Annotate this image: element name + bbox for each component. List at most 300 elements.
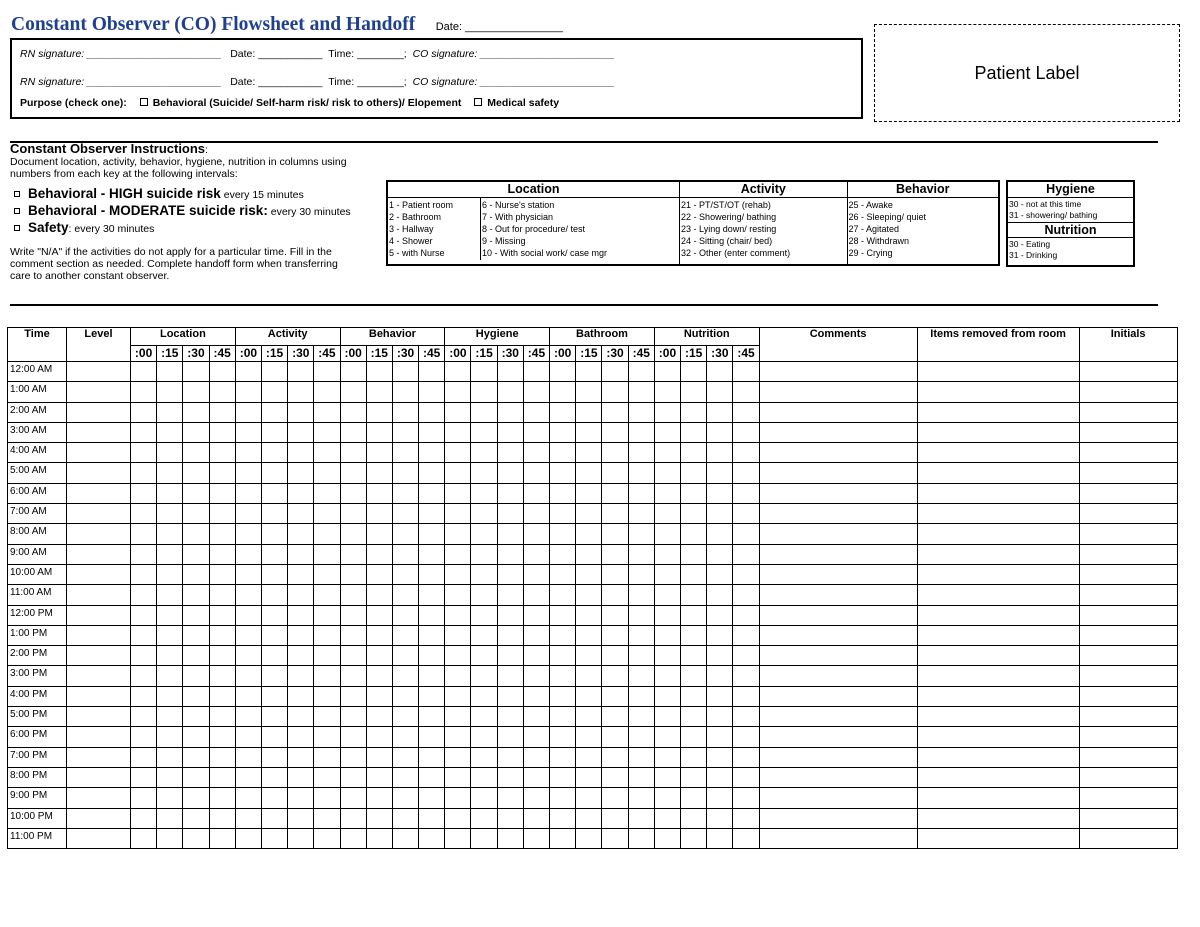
entry-cell[interactable]	[445, 707, 471, 727]
entry-cell[interactable]	[131, 544, 157, 564]
entry-cell[interactable]	[681, 646, 707, 666]
entry-cell[interactable]	[628, 362, 654, 382]
entry-cell[interactable]	[157, 666, 183, 686]
entry-cell[interactable]	[67, 483, 131, 503]
entry-cell[interactable]	[131, 666, 157, 686]
entry-cell[interactable]	[917, 605, 1079, 625]
entry-cell[interactable]	[209, 788, 235, 808]
entry-cell[interactable]	[392, 524, 418, 544]
entry-cell[interactable]	[209, 544, 235, 564]
entry-cell[interactable]	[628, 727, 654, 747]
entry-cell[interactable]	[759, 788, 917, 808]
entry-cell[interactable]	[654, 585, 680, 605]
entry-cell[interactable]	[497, 788, 523, 808]
entry-cell[interactable]	[681, 504, 707, 524]
entry-cell[interactable]	[288, 808, 314, 828]
entry-cell[interactable]	[917, 686, 1079, 706]
entry-cell[interactable]	[576, 727, 602, 747]
entry-cell[interactable]	[157, 402, 183, 422]
entry-cell[interactable]	[261, 362, 287, 382]
entry-cell[interactable]	[235, 767, 261, 787]
entry-cell[interactable]	[917, 747, 1079, 767]
entry-cell[interactable]	[340, 747, 366, 767]
entry-cell[interactable]	[497, 625, 523, 645]
entry-cell[interactable]	[366, 483, 392, 503]
entry-cell[interactable]	[707, 585, 733, 605]
entry-cell[interactable]	[707, 362, 733, 382]
entry-cell[interactable]	[419, 483, 445, 503]
time-field[interactable]: Time: ________;	[328, 76, 407, 88]
entry-cell[interactable]	[314, 605, 340, 625]
entry-cell[interactable]	[733, 483, 759, 503]
entry-cell[interactable]	[67, 707, 131, 727]
entry-cell[interactable]	[471, 828, 497, 848]
entry-cell[interactable]	[523, 544, 549, 564]
entry-cell[interactable]	[1079, 463, 1177, 483]
entry-cell[interactable]	[183, 402, 209, 422]
entry-cell[interactable]	[550, 483, 576, 503]
entry-cell[interactable]	[759, 808, 917, 828]
entry-cell[interactable]	[497, 747, 523, 767]
entry-cell[interactable]	[733, 707, 759, 727]
entry-cell[interactable]	[654, 422, 680, 442]
entry-cell[interactable]	[366, 666, 392, 686]
entry-cell[interactable]	[550, 402, 576, 422]
entry-cell[interactable]	[183, 707, 209, 727]
entry-cell[interactable]	[392, 808, 418, 828]
entry-cell[interactable]	[917, 443, 1079, 463]
entry-cell[interactable]	[602, 788, 628, 808]
entry-cell[interactable]	[471, 585, 497, 605]
entry-cell[interactable]	[288, 443, 314, 463]
entry-cell[interactable]	[340, 443, 366, 463]
entry-cell[interactable]	[759, 463, 917, 483]
entry-cell[interactable]	[628, 625, 654, 645]
date-field[interactable]: Date: ___________	[230, 48, 323, 60]
entry-cell[interactable]	[261, 585, 287, 605]
entry-cell[interactable]	[602, 747, 628, 767]
entry-cell[interactable]	[654, 686, 680, 706]
entry-cell[interactable]	[1079, 402, 1177, 422]
entry-cell[interactable]	[209, 808, 235, 828]
entry-cell[interactable]	[419, 544, 445, 564]
entry-cell[interactable]	[366, 544, 392, 564]
entry-cell[interactable]	[314, 402, 340, 422]
entry-cell[interactable]	[235, 564, 261, 584]
entry-cell[interactable]	[209, 422, 235, 442]
entry-cell[interactable]	[497, 524, 523, 544]
entry-cell[interactable]	[471, 666, 497, 686]
entry-cell[interactable]	[550, 828, 576, 848]
entry-cell[interactable]	[261, 422, 287, 442]
entry-cell[interactable]	[654, 646, 680, 666]
entry-cell[interactable]	[471, 564, 497, 584]
entry-cell[interactable]	[497, 767, 523, 787]
entry-cell[interactable]	[288, 666, 314, 686]
entry-cell[interactable]	[759, 422, 917, 442]
entry-cell[interactable]	[314, 362, 340, 382]
entry-cell[interactable]	[471, 483, 497, 503]
entry-cell[interactable]	[576, 585, 602, 605]
entry-cell[interactable]	[917, 504, 1079, 524]
entry-cell[interactable]	[733, 524, 759, 544]
entry-cell[interactable]	[261, 727, 287, 747]
entry-cell[interactable]	[419, 747, 445, 767]
entry-cell[interactable]	[314, 443, 340, 463]
entry-cell[interactable]	[445, 666, 471, 686]
entry-cell[interactable]	[340, 402, 366, 422]
entry-cell[interactable]	[681, 362, 707, 382]
entry-cell[interactable]	[1079, 504, 1177, 524]
entry-cell[interactable]	[917, 727, 1079, 747]
header-date-field[interactable]: Date: ________________	[435, 21, 563, 33]
entry-cell[interactable]	[261, 443, 287, 463]
entry-cell[interactable]	[445, 605, 471, 625]
entry-cell[interactable]	[235, 605, 261, 625]
entry-cell[interactable]	[917, 544, 1079, 564]
entry-cell[interactable]	[759, 646, 917, 666]
entry-cell[interactable]	[550, 524, 576, 544]
entry-cell[interactable]	[576, 422, 602, 442]
entry-cell[interactable]	[628, 524, 654, 544]
entry-cell[interactable]	[131, 727, 157, 747]
entry-cell[interactable]	[550, 707, 576, 727]
entry-cell[interactable]	[759, 443, 917, 463]
entry-cell[interactable]	[314, 544, 340, 564]
entry-cell[interactable]	[681, 727, 707, 747]
entry-cell[interactable]	[261, 646, 287, 666]
entry-cell[interactable]	[733, 788, 759, 808]
entry-cell[interactable]	[235, 483, 261, 503]
entry-cell[interactable]	[628, 443, 654, 463]
entry-cell[interactable]	[131, 585, 157, 605]
entry-cell[interactable]	[497, 402, 523, 422]
entry-cell[interactable]	[157, 443, 183, 463]
entry-cell[interactable]	[471, 727, 497, 747]
entry-cell[interactable]	[419, 828, 445, 848]
entry-cell[interactable]	[67, 524, 131, 544]
entry-cell[interactable]	[235, 828, 261, 848]
entry-cell[interactable]	[235, 362, 261, 382]
entry-cell[interactable]	[183, 686, 209, 706]
entry-cell[interactable]	[235, 808, 261, 828]
entry-cell[interactable]	[759, 747, 917, 767]
entry-cell[interactable]	[654, 727, 680, 747]
entry-cell[interactable]	[707, 686, 733, 706]
entry-cell[interactable]	[523, 686, 549, 706]
entry-cell[interactable]	[183, 422, 209, 442]
entry-cell[interactable]	[523, 504, 549, 524]
entry-cell[interactable]	[681, 564, 707, 584]
entry-cell[interactable]	[681, 443, 707, 463]
entry-cell[interactable]	[523, 828, 549, 848]
entry-cell[interactable]	[183, 564, 209, 584]
entry-cell[interactable]	[209, 605, 235, 625]
entry-cell[interactable]	[288, 707, 314, 727]
entry-cell[interactable]	[681, 463, 707, 483]
entry-cell[interactable]	[628, 382, 654, 402]
entry-cell[interactable]	[654, 767, 680, 787]
entry-cell[interactable]	[523, 625, 549, 645]
entry-cell[interactable]	[288, 585, 314, 605]
entry-cell[interactable]	[628, 463, 654, 483]
entry-cell[interactable]	[314, 808, 340, 828]
entry-cell[interactable]	[681, 767, 707, 787]
entry-cell[interactable]	[67, 808, 131, 828]
entry-cell[interactable]	[497, 605, 523, 625]
entry-cell[interactable]	[1079, 422, 1177, 442]
entry-cell[interactable]	[235, 463, 261, 483]
entry-cell[interactable]	[261, 564, 287, 584]
entry-cell[interactable]	[314, 585, 340, 605]
entry-cell[interactable]	[602, 362, 628, 382]
entry-cell[interactable]	[157, 422, 183, 442]
entry-cell[interactable]	[131, 443, 157, 463]
entry-cell[interactable]	[733, 402, 759, 422]
entry-cell[interactable]	[366, 564, 392, 584]
entry-cell[interactable]	[157, 605, 183, 625]
entry-cell[interactable]	[340, 605, 366, 625]
entry-cell[interactable]	[576, 788, 602, 808]
entry-cell[interactable]	[654, 788, 680, 808]
entry-cell[interactable]	[1079, 443, 1177, 463]
entry-cell[interactable]	[707, 828, 733, 848]
entry-cell[interactable]	[628, 564, 654, 584]
entry-cell[interactable]	[917, 625, 1079, 645]
entry-cell[interactable]	[1079, 747, 1177, 767]
entry-cell[interactable]	[602, 402, 628, 422]
entry-cell[interactable]	[628, 808, 654, 828]
entry-cell[interactable]	[576, 504, 602, 524]
entry-cell[interactable]	[550, 605, 576, 625]
entry-cell[interactable]	[67, 747, 131, 767]
entry-cell[interactable]	[183, 828, 209, 848]
entry-cell[interactable]	[183, 666, 209, 686]
entry-cell[interactable]	[471, 504, 497, 524]
rn-signature-field[interactable]: RN signature: _______________________	[20, 48, 222, 60]
entry-cell[interactable]	[550, 382, 576, 402]
entry-cell[interactable]	[759, 605, 917, 625]
entry-cell[interactable]	[707, 646, 733, 666]
entry-cell[interactable]	[707, 666, 733, 686]
entry-cell[interactable]	[340, 788, 366, 808]
entry-cell[interactable]	[157, 808, 183, 828]
entry-cell[interactable]	[366, 443, 392, 463]
entry-cell[interactable]	[235, 686, 261, 706]
entry-cell[interactable]	[681, 382, 707, 402]
entry-cell[interactable]	[131, 463, 157, 483]
entry-cell[interactable]	[235, 402, 261, 422]
entry-cell[interactable]	[419, 422, 445, 442]
entry-cell[interactable]	[628, 767, 654, 787]
entry-cell[interactable]	[340, 828, 366, 848]
entry-cell[interactable]	[497, 707, 523, 727]
entry-cell[interactable]	[707, 727, 733, 747]
entry-cell[interactable]	[1079, 727, 1177, 747]
entry-cell[interactable]	[523, 788, 549, 808]
entry-cell[interactable]	[602, 564, 628, 584]
entry-cell[interactable]	[131, 625, 157, 645]
entry-cell[interactable]	[681, 788, 707, 808]
entry-cell[interactable]	[654, 443, 680, 463]
entry-cell[interactable]	[576, 747, 602, 767]
entry-cell[interactable]	[602, 443, 628, 463]
entry-cell[interactable]	[576, 767, 602, 787]
entry-cell[interactable]	[550, 504, 576, 524]
entry-cell[interactable]	[288, 483, 314, 503]
entry-cell[interactable]	[235, 727, 261, 747]
entry-cell[interactable]	[340, 524, 366, 544]
entry-cell[interactable]	[392, 686, 418, 706]
entry-cell[interactable]	[917, 483, 1079, 503]
entry-cell[interactable]	[681, 707, 707, 727]
entry-cell[interactable]	[602, 483, 628, 503]
entry-cell[interactable]	[445, 808, 471, 828]
entry-cell[interactable]	[681, 605, 707, 625]
entry-cell[interactable]	[681, 828, 707, 848]
entry-cell[interactable]	[654, 666, 680, 686]
entry-cell[interactable]	[131, 686, 157, 706]
entry-cell[interactable]	[340, 544, 366, 564]
entry-cell[interactable]	[235, 524, 261, 544]
entry-cell[interactable]	[917, 646, 1079, 666]
entry-cell[interactable]	[654, 707, 680, 727]
entry-cell[interactable]	[917, 666, 1079, 686]
entry-cell[interactable]	[314, 463, 340, 483]
entry-cell[interactable]	[67, 463, 131, 483]
entry-cell[interactable]	[523, 463, 549, 483]
date-field[interactable]: Date: ___________	[230, 76, 323, 88]
entry-cell[interactable]	[392, 767, 418, 787]
entry-cell[interactable]	[917, 362, 1079, 382]
entry-cell[interactable]	[628, 646, 654, 666]
entry-cell[interactable]	[235, 544, 261, 564]
entry-cell[interactable]	[157, 727, 183, 747]
entry-cell[interactable]	[392, 625, 418, 645]
entry-cell[interactable]	[550, 686, 576, 706]
entry-cell[interactable]	[602, 504, 628, 524]
entry-cell[interactable]	[602, 808, 628, 828]
entry-cell[interactable]	[340, 382, 366, 402]
entry-cell[interactable]	[523, 422, 549, 442]
entry-cell[interactable]	[157, 483, 183, 503]
entry-cell[interactable]	[261, 767, 287, 787]
entry-cell[interactable]	[497, 544, 523, 564]
entry-cell[interactable]	[602, 646, 628, 666]
entry-cell[interactable]	[497, 585, 523, 605]
entry-cell[interactable]	[288, 382, 314, 402]
entry-cell[interactable]	[157, 585, 183, 605]
entry-cell[interactable]	[759, 585, 917, 605]
entry-cell[interactable]	[288, 422, 314, 442]
entry-cell[interactable]	[471, 463, 497, 483]
entry-cell[interactable]	[183, 504, 209, 524]
entry-cell[interactable]	[576, 686, 602, 706]
entry-cell[interactable]	[628, 828, 654, 848]
entry-cell[interactable]	[497, 808, 523, 828]
entry-cell[interactable]	[340, 808, 366, 828]
entry-cell[interactable]	[419, 605, 445, 625]
entry-cell[interactable]	[707, 382, 733, 402]
entry-cell[interactable]	[733, 463, 759, 483]
entry-cell[interactable]	[471, 707, 497, 727]
entry-cell[interactable]	[707, 524, 733, 544]
entry-cell[interactable]	[392, 747, 418, 767]
entry-cell[interactable]	[602, 686, 628, 706]
entry-cell[interactable]	[183, 767, 209, 787]
entry-cell[interactable]	[550, 808, 576, 828]
entry-cell[interactable]	[917, 524, 1079, 544]
entry-cell[interactable]	[550, 788, 576, 808]
entry-cell[interactable]	[131, 828, 157, 848]
entry-cell[interactable]	[261, 747, 287, 767]
entry-cell[interactable]	[654, 483, 680, 503]
entry-cell[interactable]	[759, 666, 917, 686]
entry-cell[interactable]	[628, 585, 654, 605]
entry-cell[interactable]	[602, 382, 628, 402]
entry-cell[interactable]	[235, 422, 261, 442]
entry-cell[interactable]	[419, 625, 445, 645]
entry-cell[interactable]	[445, 646, 471, 666]
entry-cell[interactable]	[471, 646, 497, 666]
entry-cell[interactable]	[733, 666, 759, 686]
entry-cell[interactable]	[707, 707, 733, 727]
entry-cell[interactable]	[183, 646, 209, 666]
entry-cell[interactable]	[471, 402, 497, 422]
entry-cell[interactable]	[497, 362, 523, 382]
entry-cell[interactable]	[340, 646, 366, 666]
entry-cell[interactable]	[471, 788, 497, 808]
entry-cell[interactable]	[131, 767, 157, 787]
entry-cell[interactable]	[576, 544, 602, 564]
entry-cell[interactable]	[471, 625, 497, 645]
entry-cell[interactable]	[602, 585, 628, 605]
entry-cell[interactable]	[445, 544, 471, 564]
entry-cell[interactable]	[157, 788, 183, 808]
entry-cell[interactable]	[288, 605, 314, 625]
entry-cell[interactable]	[366, 625, 392, 645]
entry-cell[interactable]	[471, 767, 497, 787]
entry-cell[interactable]	[445, 625, 471, 645]
entry-cell[interactable]	[183, 443, 209, 463]
entry-cell[interactable]	[366, 646, 392, 666]
entry-cell[interactable]	[419, 564, 445, 584]
entry-cell[interactable]	[471, 422, 497, 442]
entry-cell[interactable]	[157, 463, 183, 483]
entry-cell[interactable]	[183, 544, 209, 564]
entry-cell[interactable]	[523, 707, 549, 727]
entry-cell[interactable]	[445, 747, 471, 767]
entry-cell[interactable]	[707, 625, 733, 645]
entry-cell[interactable]	[157, 828, 183, 848]
entry-cell[interactable]	[1079, 605, 1177, 625]
entry-cell[interactable]	[576, 382, 602, 402]
entry-cell[interactable]	[67, 564, 131, 584]
entry-cell[interactable]	[917, 463, 1079, 483]
entry-cell[interactable]	[67, 767, 131, 787]
entry-cell[interactable]	[288, 463, 314, 483]
entry-cell[interactable]	[628, 544, 654, 564]
entry-cell[interactable]	[445, 362, 471, 382]
entry-cell[interactable]	[366, 808, 392, 828]
entry-cell[interactable]	[917, 585, 1079, 605]
entry-cell[interactable]	[67, 625, 131, 645]
entry-cell[interactable]	[340, 564, 366, 584]
entry-cell[interactable]	[67, 585, 131, 605]
entry-cell[interactable]	[523, 382, 549, 402]
entry-cell[interactable]	[288, 646, 314, 666]
entry-cell[interactable]	[235, 443, 261, 463]
